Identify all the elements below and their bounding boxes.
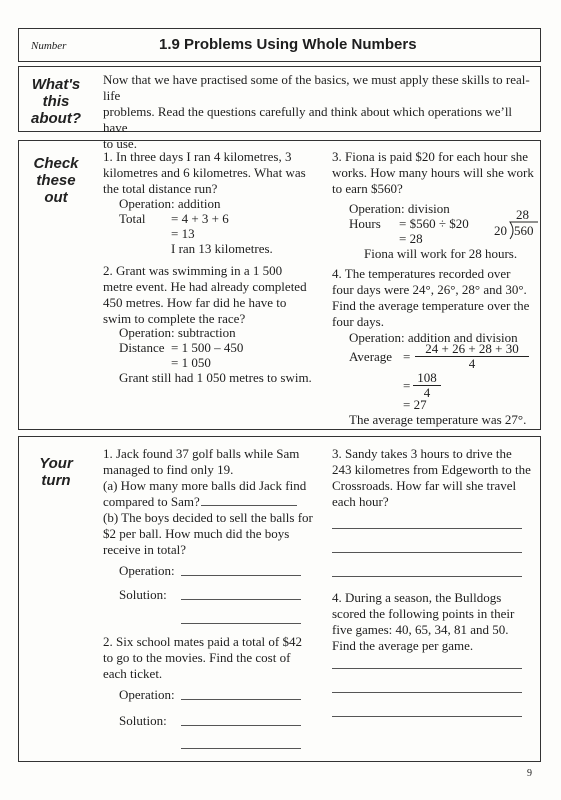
turn-q2-solution-line-2[interactable] xyxy=(181,748,301,749)
turn-q4-text: 4. During a season, the Bulldogs scored the following points in their five games: 40, 65, 34, 81 and 50. Find the average per game. xyxy=(332,590,515,653)
long-division xyxy=(494,207,539,241)
header-box xyxy=(18,28,541,62)
turn-q3-answer-line-3[interactable] xyxy=(332,576,522,577)
check-q4-eq2: = xyxy=(403,378,411,393)
division-divisor: 20 xyxy=(494,223,507,238)
turn-q1-solution-label: Solution: xyxy=(119,587,167,602)
turn-box xyxy=(18,436,541,762)
check-q4-fraction-2: $\frac{108}{4}$ xyxy=(413,371,441,400)
turn-q3-answer-line-2[interactable] xyxy=(332,552,522,553)
turn-q2-solution-label: Solution: xyxy=(119,713,167,728)
turn-q1-operation-line[interactable] xyxy=(181,575,301,576)
check-q2-text: 2. Grant was swimming in a 1 500 metre event. He had already completed 450 metres. How far did he have to swim to complete the race? xyxy=(103,263,307,326)
turn-q1-operation-label: Operation: xyxy=(119,563,175,578)
turn-q2-solution-line-1[interactable] xyxy=(181,725,301,726)
check-box xyxy=(18,140,541,430)
turn-q2-text: 2. Six school mates paid a total of $42 to go to the movies. Find the cost of each ticket. xyxy=(103,634,302,681)
section-label: Number xyxy=(31,40,67,52)
check-q4-text: 4. The temperatures recorded over four days were 24°, 26°, 28° and 30°. Find the average temperature over the four days. xyxy=(332,266,530,329)
check-q1-text: 1. In three days I ran 4 kilometres, 3 kilometres and 6 kilometres. What was the total distance run? xyxy=(103,149,306,196)
division-quotient: 28 xyxy=(516,207,529,222)
check-q4-label: Average xyxy=(349,349,393,364)
check-q2-answer: Grant still had 1 050 metres to swim. xyxy=(119,370,312,385)
division-dividend: 560 xyxy=(514,223,534,238)
check-q1-answer: I ran 13 kilometres. xyxy=(171,241,273,256)
turn-q1-compare-answer-line[interactable] xyxy=(201,505,297,506)
check-q1-line-1: = 4 + 3 + 6 xyxy=(171,211,229,226)
about-text: Now that we have practised some of the basics, we must apply these skills to real-life problems. Read the questions carefully and think about which operations we’ll have to use. xyxy=(103,72,530,151)
turn-q4-answer-line-3[interactable] xyxy=(332,716,522,717)
page-title: 1.9 Problems Using Whole Numbers xyxy=(159,36,417,53)
about-box xyxy=(18,66,541,151)
turn-q2-operation-label: Operation: xyxy=(119,687,175,702)
check-q2-line-1: = 1 500 – 450 xyxy=(171,340,244,355)
about-side-label: What's this about? xyxy=(31,76,81,127)
check-q3-answer: Fiona will work for 28 hours. xyxy=(364,246,518,261)
check-q3-line-2: = 28 xyxy=(399,231,423,246)
check-q3-operation: Operation: division xyxy=(349,201,450,216)
check-q3-label: Hours xyxy=(349,216,381,231)
check-q1-label: Total xyxy=(119,211,146,226)
check-q2-label: Distance xyxy=(119,340,165,355)
check-q1-line-2: = 13 xyxy=(171,226,195,241)
check-q3-text: 3. Fiona is paid $20 for each hour she works. How many hours will she work to earn $560? xyxy=(332,149,534,196)
turn-q3-answer-line-1[interactable] xyxy=(332,528,522,529)
turn-q4-answer-line-2[interactable] xyxy=(332,692,522,693)
turn-q1-solution-line-2[interactable] xyxy=(181,623,301,624)
turn-side-label: Your turn xyxy=(39,455,73,489)
check-q3-line-1: = $560 ÷ $20 xyxy=(399,216,469,231)
turn-q1-text: 1. Jack found 37 golf balls while Sam managed to find only 19. (a) How many more balls did Jack find compared to Sam? (b) The boys decided to sell the balls for $2 per ball. How much did the boys receive in total? xyxy=(103,446,313,557)
check-q2-operation: Operation: subtraction xyxy=(119,325,236,340)
check-q1-operation: Operation: addition xyxy=(119,196,221,211)
check-q4-operation: Operation: addition and division xyxy=(349,330,518,345)
turn-q2-operation-line[interactable] xyxy=(181,699,301,700)
turn-q1-solution-line-1[interactable] xyxy=(181,599,301,600)
turn-q3-text: 3. Sandy takes 3 hours to drive the 243 kilometres from Edgeworth to the Crossroads. How far will she travel each hour? xyxy=(332,446,531,509)
page-number: 9 xyxy=(527,768,532,779)
check-q4-fraction-1: $\frac{24 + 26 + 28 + 30}{4}$ xyxy=(415,342,529,371)
check-q2-line-2: = 1 050 xyxy=(171,355,211,370)
check-q4-result: = 27 xyxy=(403,397,427,412)
check-q4-answer: The average temperature was 27°. xyxy=(349,412,527,427)
check-side-label: Check these out xyxy=(33,155,79,206)
check-q4-eq1: = xyxy=(403,349,411,364)
turn-q4-answer-line-1[interactable] xyxy=(332,668,522,669)
